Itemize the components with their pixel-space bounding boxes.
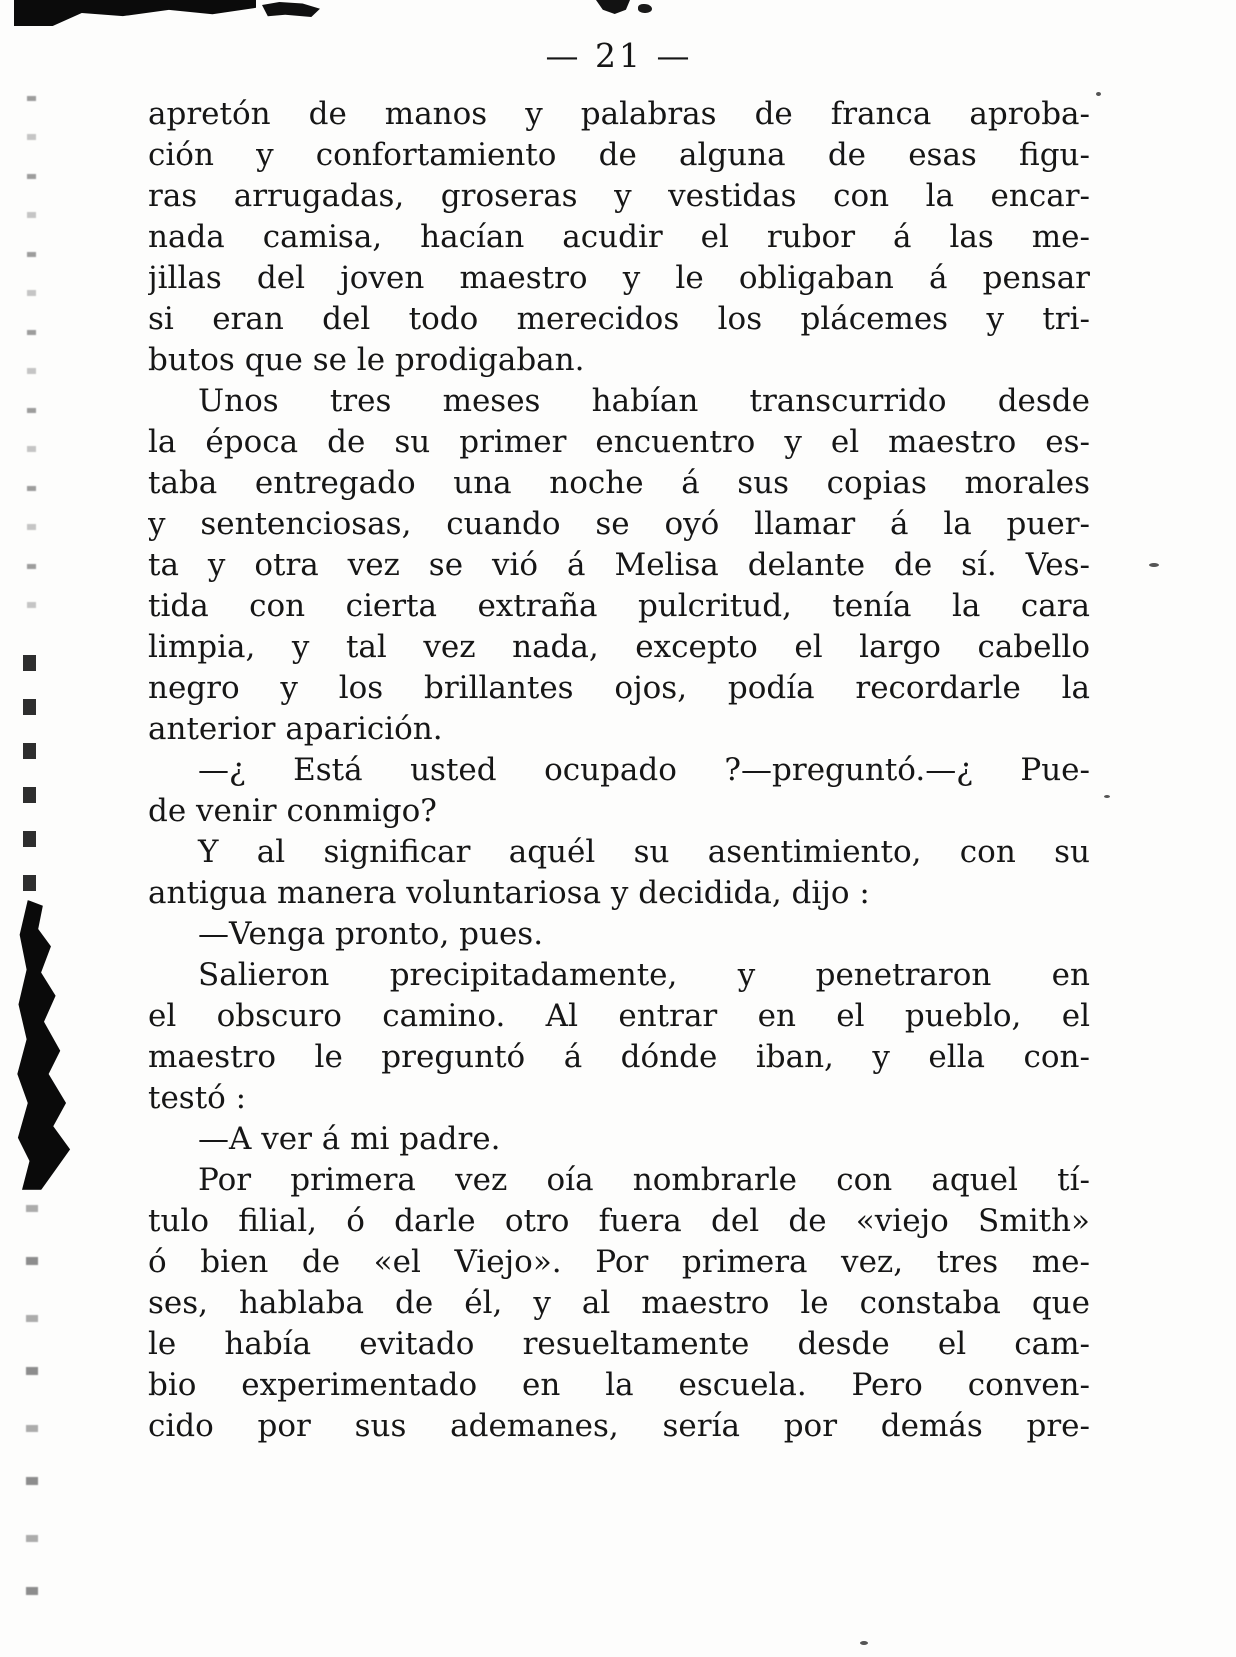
text-line: tida con cierta extraña pulcritud, tenía la cara: [148, 588, 1090, 624]
text-line: cido por sus ademanes, sería por demás pre-: [148, 1408, 1090, 1444]
text-line: y sentenciosas, cuando se oyó llamar á la puer-: [148, 506, 1090, 542]
scan-artifact-top-mark-small: [638, 4, 652, 13]
text-line: jillas del joven maestro y le obligaban á pensar: [148, 260, 1090, 296]
scan-artifact-left-speckles-upper: [27, 96, 36, 641]
scan-artifact-top-mark: [596, 0, 630, 14]
text-line: butos que se le prodigaban.: [148, 342, 585, 378]
scan-artifact-left-dashes: [23, 655, 36, 905]
text-line: anterior aparición.: [148, 711, 443, 747]
text-line: el obscuro camino. Al entrar en el pueblo, el: [148, 998, 1090, 1034]
page-number: — 21 —: [545, 36, 693, 75]
text-line: si eran del todo merecidos los plácemes y tri-: [148, 301, 1090, 337]
scan-artifact-dot: [1149, 563, 1159, 567]
scan-artifact-left-speckles-lower: [26, 1205, 38, 1625]
text-line: bio experimentado en la escuela. Pero conven-: [148, 1367, 1090, 1403]
text-line: ras arrugadas, groseras y vestidas con la encar-: [148, 178, 1090, 214]
text-line: ta y otra vez se vió á Melisa delante de sí. Ves-: [148, 547, 1090, 583]
text-line: Y al significar aquél su asentimiento, con su: [198, 834, 1090, 870]
scan-artifact-top-blob: [262, 2, 320, 17]
text-line: limpia, y tal vez nada, excepto el largo cabello: [148, 629, 1090, 665]
scan-artifact-left-heavy-blotch: [15, 900, 73, 1190]
text-line: nada camisa, hacían acudir el rubor á las me-: [148, 219, 1090, 255]
text-line: antigua manera voluntariosa y decidida, dijo :: [148, 875, 870, 911]
text-line: apretón de manos y palabras de franca aproba-: [148, 96, 1090, 132]
page-text: [148, 94, 1090, 1447]
text-line: la época de su primer encuentro y el maestro es-: [148, 424, 1090, 460]
text-line: —Venga pronto, pues.: [198, 916, 544, 952]
scan-artifact-dot: [1104, 795, 1110, 798]
text-line: negro y los brillantes ojos, podía recordarle la: [148, 670, 1090, 706]
text-line: le había evitado resueltamente desde el cam-: [148, 1326, 1090, 1362]
text-line: maestro le preguntó á dónde iban, y ella con-: [148, 1039, 1090, 1075]
text-line: Por primera vez oía nombrarle con aquel tí-: [198, 1162, 1090, 1198]
text-line: ses, hablaba de él, y al maestro le constaba que: [148, 1285, 1090, 1321]
text-line: de venir conmigo?: [148, 793, 437, 829]
text-line: ción y confortamiento de alguna de esas figu-: [148, 137, 1090, 173]
text-line: —A ver á mi padre.: [198, 1121, 501, 1157]
text-line: ó bien de «el Viejo». Por primera vez, tres me-: [148, 1244, 1090, 1280]
text-line: taba entregado una noche á sus copias morales: [148, 465, 1090, 501]
scan-artifact-dot: [860, 1641, 868, 1645]
scan-artifact-dot: [1096, 92, 1101, 96]
text-line: Unos tres meses habían transcurrido desde: [198, 383, 1090, 419]
scan-artifact-top-band: [14, 0, 256, 26]
text-line: testó :: [148, 1080, 247, 1116]
text-line: tulo filial, ó darle otro fuera del de «viejo Smith»: [148, 1203, 1090, 1239]
text-line: Salieron precipitadamente, y penetraron en: [198, 957, 1090, 993]
text-line: —¿ Está usted ocupado ?—preguntó.—¿ Pue-: [198, 752, 1090, 788]
